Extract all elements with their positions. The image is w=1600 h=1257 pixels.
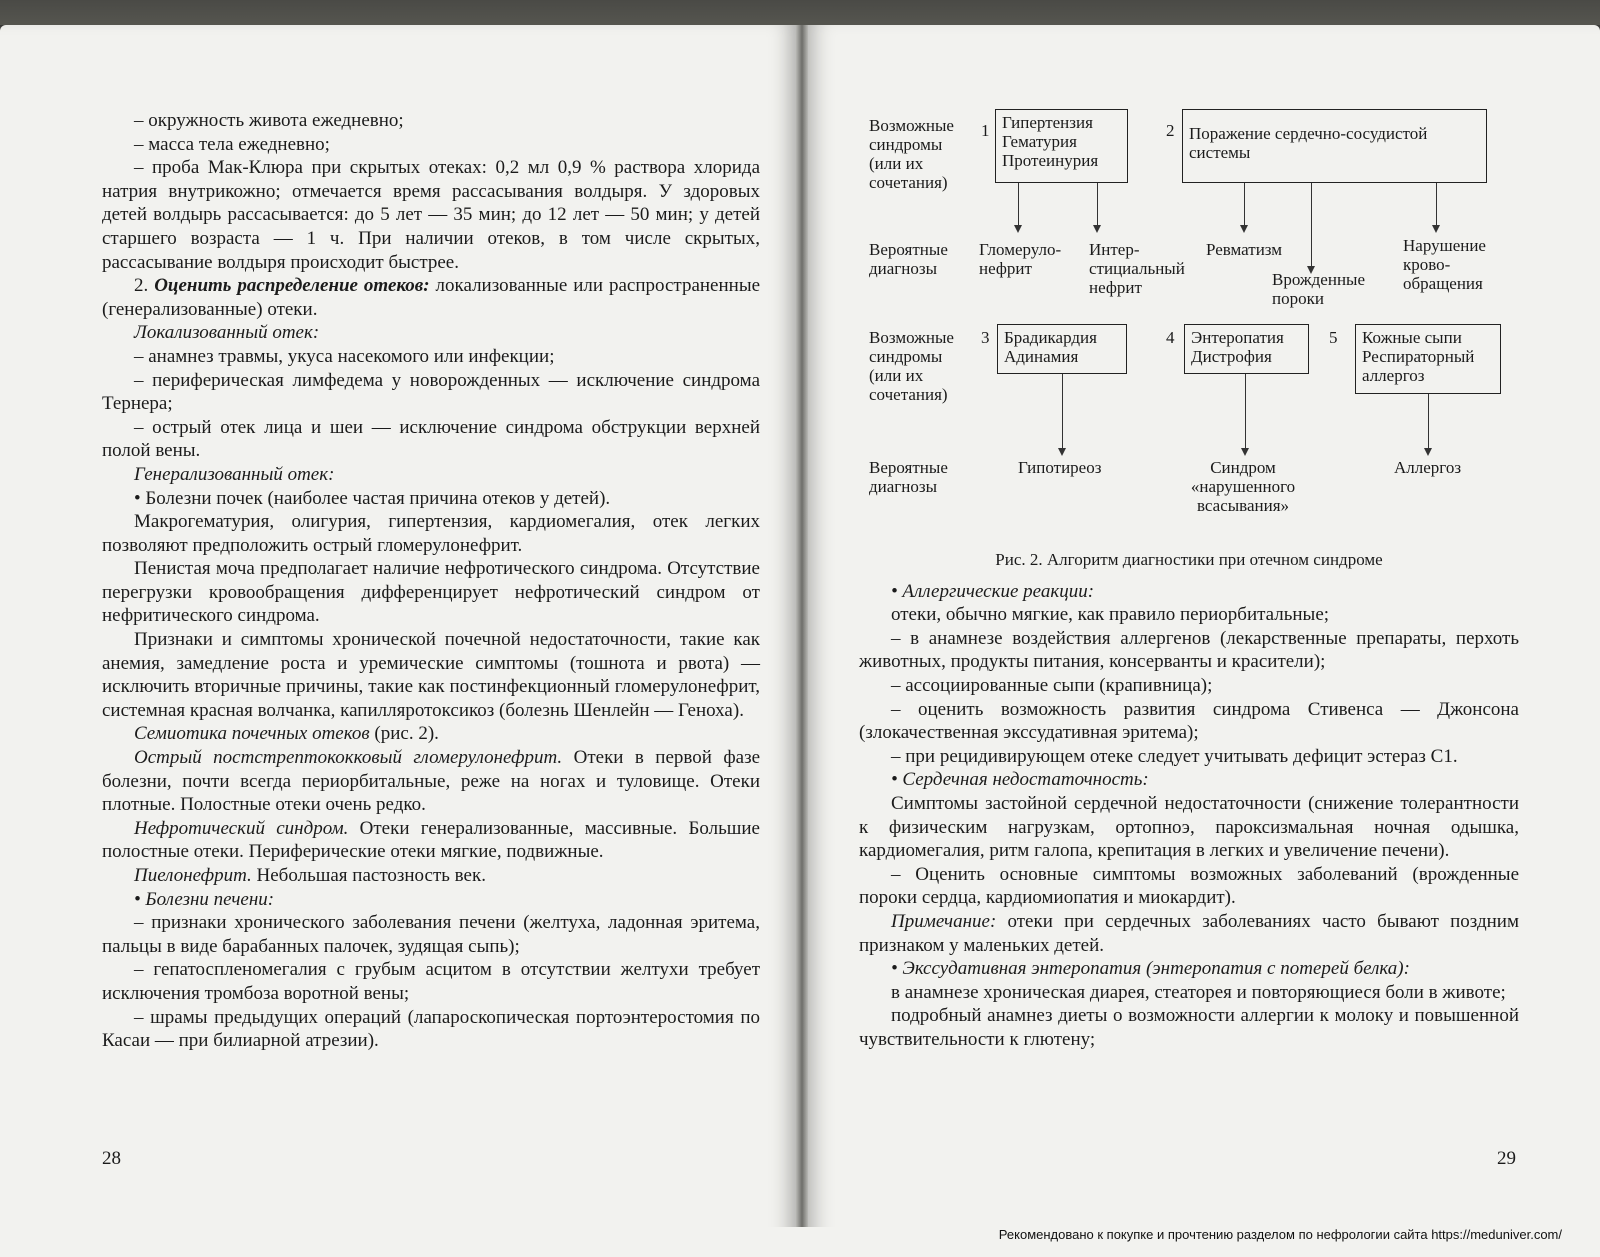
book-gutter xyxy=(796,25,808,1257)
label-syndromes-2: Возможные синдромы (или их сочетания) xyxy=(869,328,954,404)
box-number-1: 1 xyxy=(981,121,990,140)
paragraph: Макрогематурия, олигурия, гипертензия, кардиомегалия, отек легких позволяют предположить острый гломерулонефрит. xyxy=(102,511,760,556)
paragraph-text: Отеки генерализованные, массивные. Большие полостные отеки. Периферические отеки мягкие, подвижные. xyxy=(102,817,760,863)
bullet-item: • Аллергические реакции: xyxy=(891,580,1095,602)
bullet-item: • Экссудативная энтеропатия (энтеропатия с потерей белка): xyxy=(891,958,1410,980)
paragraph xyxy=(102,722,760,746)
list-item: подробный анамнез диеты о возможности аллергии к молоку и повышенной чувствительности к глютену; xyxy=(859,1005,1519,1050)
list-item: – в анамнезе воздействия аллергенов (лекарственные препараты, перхоть животных, продукты питания, консерванты и красители); xyxy=(859,627,1519,673)
label-diagnoses-1: Вероятные диагнозы xyxy=(869,240,948,278)
list-item: в анамнезе хроническая диарея, стеаторея и повторяющиеся боли в животе; xyxy=(891,981,1506,1003)
list-item: – масса тела ежедневно; xyxy=(134,133,330,155)
list-item: – при рецидивирующем отеке следует учитывать дефицит эстераз С1. xyxy=(891,745,1458,767)
label-syndromes-1: Возможные синдромы (или их сочетания) xyxy=(869,116,954,192)
paragraph xyxy=(102,274,760,321)
subheading: Генерализованный отек: xyxy=(134,463,335,485)
diagnosis-glomerulonephritis: Гломеруло-нефрит xyxy=(979,240,1062,278)
paragraph xyxy=(102,746,760,817)
bullet-item: • Сердечная недостаточность: xyxy=(891,769,1149,791)
figure-caption: Рис. 2. Алгоритм диагностики при отечном синдроме xyxy=(995,550,1383,569)
page-number-right: 29 xyxy=(1497,1148,1516,1169)
list-item: – анамнез травмы, укуса насекомого или инфекции; xyxy=(134,345,555,367)
list-item: – оценить возможность развития синдрома Стивенса — Джонсона (злокачественная экссудативная эритема); xyxy=(859,698,1519,744)
subheading: Семиотика почечных отеков xyxy=(134,723,370,745)
box-number-4: 4 xyxy=(1166,328,1175,347)
page-number-left: 28 xyxy=(102,1148,121,1169)
syndrome-box-5: Кожные сыпи Респираторный аллергоз xyxy=(1355,324,1501,394)
diagnosis-circulatory-disorder: Нарушение крово-обращения xyxy=(1403,236,1486,293)
right-page-body xyxy=(859,548,1519,1051)
syndrome-box-1: Гипертензия Гематурия Протеинурия xyxy=(995,109,1128,183)
paragraph xyxy=(102,817,760,864)
paragraph: Признаки и симптомы хронической почечной недостаточности, такие как анемия, замедление роста и уремические симптомы (тошнота и рвота) — исключить вторичные причины, такие как постинфекционный гломерулонефрит, системная красная волчанка, капилляротоксикоз (болезнь Шенлейн — Геноха). xyxy=(102,629,760,721)
bullet-item: • Болезни почек (наиболее частая причина отеков у детей). xyxy=(134,487,611,509)
diagnosis-malabsorption: Синдром «нарушенного всасывания» xyxy=(1190,458,1296,515)
diagnosis-hypothyroidism: Гипотиреоз xyxy=(1018,458,1102,477)
syndrome-box-2: Поражение сердечно-сосудистой системы xyxy=(1182,109,1487,183)
footer-watermark-note: Рекомендовано к покупке и прочтению разделом по нефрологии сайта https://meduniver.com/ xyxy=(998,1227,1562,1242)
list-item: – гепатоспленомегалия с грубым асцитом в отсутствии желтухи требует исключения тромбоза воротной вены; xyxy=(102,959,760,1004)
box-number-2: 2 xyxy=(1166,121,1175,140)
paragraph-text: Отеки в первой фазе болезни, почти всегда периорбитальные, реже на ногах и туловище. Отеки плотные. Полостные отеки очень редко. xyxy=(102,747,761,816)
diagnosis-congenital-defects: Врожденные пороки xyxy=(1272,270,1366,308)
paragraph-text: отеки при сердечных заболеваниях часто бывают поздним признаком у маленьких детей. xyxy=(859,910,1519,956)
paragraph-text: Небольшая пастозность век. xyxy=(256,865,486,886)
list-item: – периферическая лимфедема у новорожденных — исключение синдрома Тернера; xyxy=(102,369,760,415)
box-number-5: 5 xyxy=(1329,328,1338,347)
subheading: Пиелонефрит. xyxy=(134,865,252,886)
note-label: Примечание: xyxy=(891,910,997,932)
list-item: – признаки хронического заболевания печени (желтуха, ладонная эритема, пальцы в виде барабанных палочек, зудящая сыпь); xyxy=(102,912,760,957)
left-page-body xyxy=(102,109,760,1053)
diagnosis-interstitial-nephritis: Интер-стициальный нефрит xyxy=(1089,240,1185,297)
paragraph-text: локализованные или распространенные (генерализованные) отеки. xyxy=(102,275,761,320)
syndrome-box-4: Энтеропатия Дистрофия xyxy=(1184,324,1309,374)
syndrome-box-3: Брадикардия Адинамия xyxy=(997,324,1127,374)
list-item: отеки, обычно мягкие, как правило периорбитальные; xyxy=(891,604,1330,626)
list-item: – шрамы предыдущих операций (лапароскопическая портоэнтеростомия по Касаи — при билиарной атрезии). xyxy=(102,1006,760,1052)
subheading: Нефротический синдром. xyxy=(134,817,349,839)
subheading: Локализованный отек: xyxy=(134,322,320,344)
diagnosis-rheumatism: Ревматизм xyxy=(1206,240,1283,259)
step-heading: Оценить распределение отеков: xyxy=(154,275,430,297)
step-number: 2. xyxy=(134,275,149,297)
list-item: – ассоциированные сыпи (крапивница); xyxy=(891,674,1213,696)
list-item: – Оценить основные симптомы возможных заболеваний (врожденные пороки сердца, кардиомиопатия и миокардит). xyxy=(859,863,1519,909)
box-number-3: 3 xyxy=(981,328,990,347)
scan-background xyxy=(0,0,1600,25)
figure-reference: (рис. 2). xyxy=(374,723,439,745)
subheading: Острый постстрептококковый гломерулонефрит. xyxy=(134,747,563,769)
paragraph xyxy=(859,910,1519,957)
bullet-item: • Болезни печени: xyxy=(134,888,275,910)
label-diagnoses-2: Вероятные диагнозы xyxy=(869,458,948,496)
paragraph: Пенистая моча предполагает наличие нефротического синдрома. Отсутствие перегрузки кровообращения дифференцирует нефротический синдром от нефритического синдрома. xyxy=(102,558,760,627)
list-item: – острый отек лица и шеи — исключение синдрома обструкции верхней полой вены. xyxy=(102,416,760,462)
list-item: – окружность живота ежедневно; xyxy=(134,110,404,131)
list-item: – проба Мак-Клюра при скрытых отеках: 0,2 мл 0,9 % раствора хлорида натрия внутрикожно; отмечается время рассасывания волдыря. У здоровых детей волдырь рассасывается: до 5 лет — 35 мин; до 12 лет — 50 мин; у детей старшего возраста — 1 ч. При наличии отеков, в том числе скрытых, рассасывание волдыря происходит быстрее. xyxy=(102,157,760,273)
paragraph: Симптомы застойной сердечной недостаточности (снижение толерантности к физическим нагрузкам, ортопноэ, пароксизмальная ночная одышка, кардиомегалия, ритм галопа, крепитация в легких и увеличение печени). xyxy=(859,792,1519,862)
paragraph xyxy=(102,864,760,888)
diagnosis-allergosis: Аллергоз xyxy=(1394,458,1462,477)
